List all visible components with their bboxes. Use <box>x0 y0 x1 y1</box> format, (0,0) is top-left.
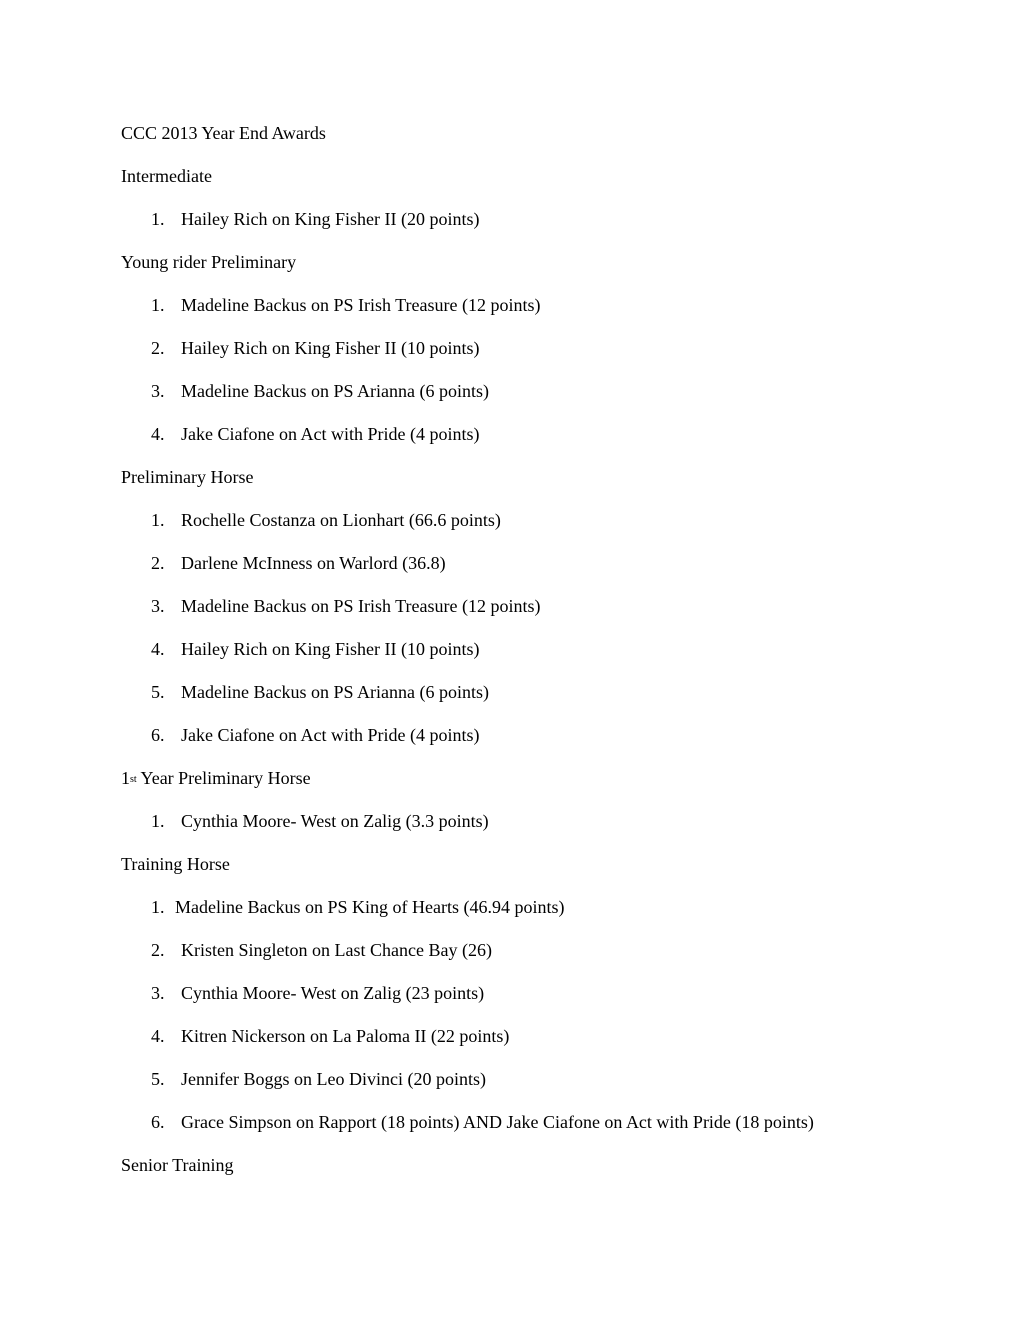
section-heading-preliminary-horse: Preliminary Horse <box>121 467 254 487</box>
list-item-number: 2. <box>151 338 165 358</box>
list-item-number: 3. <box>151 381 165 401</box>
list-item: Jake Ciafone on Act with Pride (4 points) <box>181 725 480 745</box>
list-item: Madeline Backus on PS King of Hearts (46.94 points) <box>175 897 565 917</box>
list-item-number: 1. <box>151 510 165 530</box>
list-item: Hailey Rich on King Fisher II (10 points) <box>181 639 480 659</box>
list-item-number: 2. <box>151 553 165 573</box>
heading-text: Year Preliminary Horse <box>136 768 311 788</box>
list-item: Hailey Rich on King Fisher II (20 points) <box>181 209 480 229</box>
list-item: Madeline Backus on PS Arianna (6 points) <box>181 381 489 401</box>
list-item: Jennifer Boggs on Leo Divinci (20 points) <box>181 1069 486 1089</box>
list-item-number: 3. <box>151 596 165 616</box>
list-item: Kristen Singleton on Last Chance Bay (26) <box>181 940 492 960</box>
list-item: Cynthia Moore- West on Zalig (23 points) <box>181 983 485 1003</box>
list-item-number: 5. <box>151 1069 165 1089</box>
section-heading-young-rider-preliminary: Young rider Preliminary <box>121 252 297 272</box>
list-item-number: 4. <box>151 639 165 659</box>
list-item-number: 6. <box>151 1112 165 1132</box>
list-item-number: 1. <box>151 897 165 917</box>
list-item: Rochelle Costanza on Lionhart (66.6 points) <box>181 510 501 530</box>
list-item-number: 4. <box>151 1026 165 1046</box>
section-heading-intermediate: Intermediate <box>121 166 212 186</box>
list-item: Darlene McInness on Warlord (36.8) <box>181 553 446 573</box>
list-item-number: 4. <box>151 424 165 444</box>
list-item: Cynthia Moore- West on Zalig (3.3 points) <box>181 811 489 831</box>
list-item-number: 6. <box>151 725 165 745</box>
list-item: Madeline Backus on PS Irish Treasure (12 points) <box>181 596 541 616</box>
list-item: Hailey Rich on King Fisher II (10 points) <box>181 338 480 358</box>
section-heading-senior-training: Senior Training <box>121 1155 234 1175</box>
document-title: CCC 2013 Year End Awards <box>121 123 326 143</box>
section-heading-training-horse: Training Horse <box>121 854 230 874</box>
heading-ordinal: 1 <box>121 768 130 788</box>
list-item-number: 3. <box>151 983 165 1003</box>
list-item: Jake Ciafone on Act with Pride (4 points) <box>181 424 480 444</box>
list-item-number: 5. <box>151 682 165 702</box>
list-item-number: 1. <box>151 295 165 315</box>
list-item-number: 1. <box>151 811 165 831</box>
list-item-number: 1. <box>151 209 165 229</box>
section-heading-first-year-preliminary-horse <box>121 767 311 789</box>
list-item: Kitren Nickerson on La Paloma II (22 points) <box>181 1026 510 1046</box>
list-item: Grace Simpson on Rapport (18 points) AND Jake Ciafone on Act with Pride (18 points) <box>181 1112 814 1132</box>
list-item: Madeline Backus on PS Arianna (6 points) <box>181 682 489 702</box>
heading-ordinal-suffix: st <box>130 774 137 785</box>
list-item-number: 2. <box>151 940 165 960</box>
list-item: Madeline Backus on PS Irish Treasure (12 points) <box>181 295 541 315</box>
